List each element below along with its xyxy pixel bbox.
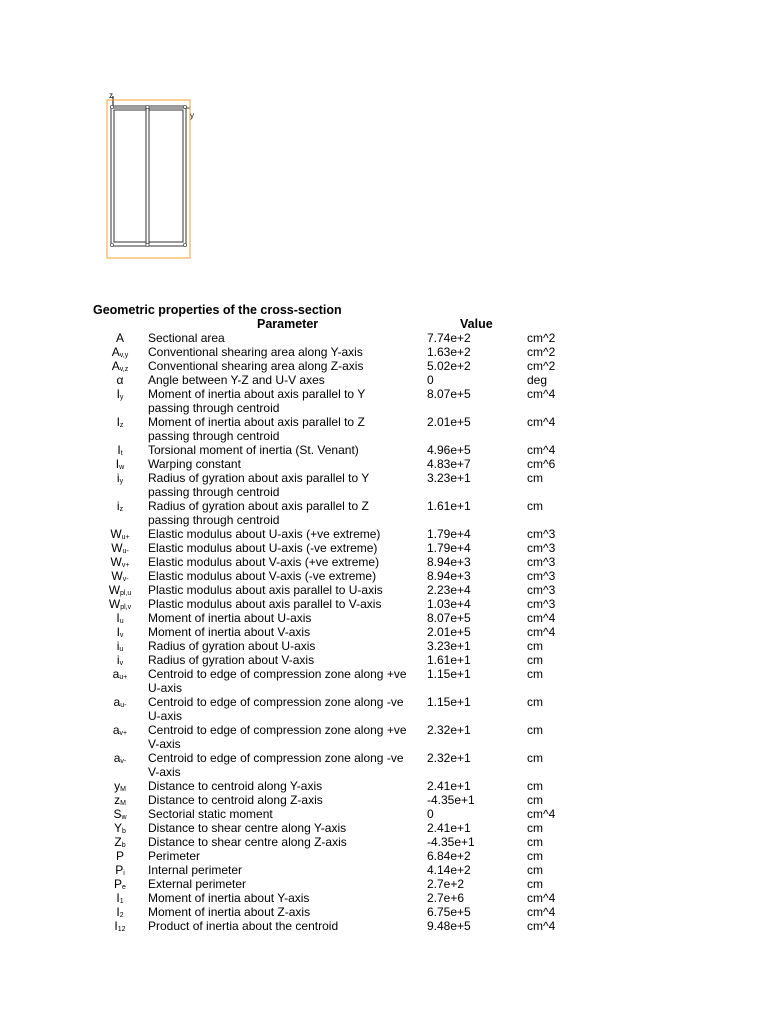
parameter-value: 2.32e+1	[427, 723, 471, 737]
parameter-symbol: $i_y$	[116, 471, 124, 485]
table-row	[0, 849, 768, 863]
parameter-description: Radius of gyration about axis parallel to Z passing through centroid	[148, 499, 369, 527]
table-row	[0, 639, 768, 653]
parameter-value: 4.83e+7	[427, 457, 471, 471]
parameter-unit: cm	[527, 695, 543, 709]
parameter-description: Centroid to edge of compression zone along -ve U-axis	[148, 695, 404, 723]
parameter-unit: cm^4	[527, 807, 556, 821]
parameter-unit: cm^2	[527, 331, 556, 345]
parameter-value: 5.02e+2	[427, 359, 471, 373]
parameter-unit: deg	[527, 373, 548, 387]
table-row	[0, 471, 768, 499]
z-axis-label: z	[109, 91, 113, 100]
parameter-description: Perimeter	[148, 849, 201, 863]
table-row	[0, 499, 768, 527]
parameter-subscript: pl,u	[120, 590, 132, 597]
parameter-value: 4.14e+2	[427, 863, 471, 877]
parameter-subscript: v+	[119, 730, 128, 737]
parameter-symbol: $W_{v-}$	[111, 569, 129, 583]
parameter-value: 1.15e+1	[427, 667, 471, 681]
parameter-symbol: $S_w$	[113, 807, 127, 821]
parameter-description: Distance to shear centre along Y-axis	[148, 821, 347, 835]
parameter-value: -4.35e+1	[427, 835, 475, 849]
parameter-subscript: y	[119, 478, 124, 485]
parameter-symbol: $i_z$	[116, 499, 124, 513]
table-row	[0, 653, 768, 667]
parameter-value: 2.23e+4	[427, 583, 471, 597]
parameter-value: 4.96e+5	[427, 443, 471, 457]
parameter-subscript: u+	[121, 534, 130, 541]
table-row	[0, 863, 768, 877]
y-axis-label: y	[190, 111, 194, 120]
parameter-symbol: $y_M$	[114, 779, 126, 793]
parameter-description: Centroid to edge of compression zone along -ve V-axis	[148, 751, 404, 779]
parameter-description: Elastic modulus about V-axis (-ve extreme)	[148, 569, 377, 583]
parameter-symbol: $A_{v,z}$	[111, 359, 129, 373]
parameter-description: Elastic modulus about U-axis (+ve extreme)	[148, 527, 381, 541]
parameter-value: 2.41e+1	[427, 821, 471, 835]
parameter-unit: cm^4	[527, 625, 556, 639]
parameter-unit: cm^6	[527, 457, 556, 471]
table-row	[0, 359, 768, 373]
parameter-subscript: 1	[119, 898, 124, 905]
parameter-symbol: $I_y$	[116, 387, 124, 401]
table-row	[0, 905, 768, 919]
parameter-value: 1.79e+4	[427, 527, 471, 541]
parameter-symbol: $I_{12}$	[114, 919, 126, 933]
parameter-unit: cm^2	[527, 345, 556, 359]
parameter-description: Angle between Y-Z and U-V axes	[148, 373, 325, 387]
parameter-description: Moment of inertia about axis parallel to Y passing through centroid	[148, 387, 366, 415]
parameter-symbol: $Z_b$	[114, 835, 126, 849]
table-row	[0, 597, 768, 611]
parameter-symbol: $W_{u-}$	[111, 541, 129, 555]
parameter-value: 9.48e+5	[427, 919, 471, 933]
parameter-unit: cm^3	[527, 555, 556, 569]
parameter-subscript: u	[119, 618, 124, 625]
parameter-value: -4.35e+1	[427, 793, 475, 807]
parameter-description: Product of inertia about the centroid	[148, 919, 339, 933]
parameter-value: 1.61e+1	[427, 499, 471, 513]
parameter-value: 2.7e+2	[427, 877, 465, 891]
parameter-symbol: $A_{v,y}$	[111, 345, 129, 359]
parameter-symbol: $W_{v+}$	[110, 555, 130, 569]
parameter-unit: cm	[527, 877, 543, 891]
section-shape	[111, 106, 186, 246]
table-row	[0, 457, 768, 471]
table-row	[0, 527, 768, 541]
parameter-unit: cm	[527, 863, 543, 877]
parameter-unit: cm	[527, 499, 543, 513]
properties-table	[0, 331, 768, 933]
parameter-unit: cm	[527, 849, 543, 863]
cross-section-figure	[100, 88, 200, 263]
parameter-description: Conventional shearing area along Y-axis	[148, 345, 363, 359]
parameter-symbol: $P_e$	[114, 877, 126, 891]
parameter-symbol: $a_{v+}$	[112, 723, 128, 737]
parameter-value: 8.94e+3	[427, 569, 471, 583]
parameter-unit: cm	[527, 471, 543, 485]
table-row	[0, 751, 768, 779]
parameter-value: 2.32e+1	[427, 751, 471, 765]
parameter-value: 7.74e+2	[427, 331, 471, 345]
table-row	[0, 541, 768, 555]
parameter-value: 8.07e+5	[427, 387, 471, 401]
parameter-unit: cm^4	[527, 919, 556, 933]
parameter-subscript: z	[119, 506, 124, 513]
parameter-symbol: $I_z$	[116, 415, 124, 429]
table-row	[0, 835, 768, 849]
parameter-unit: cm	[527, 723, 543, 737]
parameter-subscript: u-	[122, 548, 129, 555]
parameter-subscript: v-	[122, 576, 129, 583]
table-row	[0, 625, 768, 639]
column-header-parameter: Parameter	[257, 317, 319, 331]
parameter-unit: cm^3	[527, 527, 556, 541]
parameter-symbol: $P_i$	[115, 863, 125, 877]
parameter-value: 6.84e+2	[427, 849, 471, 863]
parameter-unit: cm	[527, 779, 543, 793]
parameter-description: Plastic modulus about axis parallel to V-axis	[148, 597, 382, 611]
parameter-description: Distance to centroid along Y-axis	[148, 779, 323, 793]
parameter-unit: cm	[527, 639, 543, 653]
table-row	[0, 723, 768, 751]
parameter-symbol: $z_M$	[114, 793, 126, 807]
parameter-description: Moment of inertia about Y-axis	[148, 891, 310, 905]
parameter-value: 3.23e+1	[427, 639, 471, 653]
parameter-symbol: A	[115, 331, 124, 345]
parameter-description: Sectorial static moment	[148, 807, 273, 821]
parameter-unit: cm	[527, 751, 543, 765]
parameter-subscript: v	[119, 632, 124, 639]
parameter-subscript: w	[119, 464, 125, 471]
parameter-subscript: M	[120, 800, 126, 807]
parameter-subscript: M	[120, 786, 126, 793]
parameter-description: Radius of gyration about V-axis	[148, 653, 315, 667]
parameter-description: Elastic modulus about U-axis (-ve extreme)	[148, 541, 378, 555]
parameter-value: 8.07e+5	[427, 611, 471, 625]
parameter-subscript: v,y	[119, 352, 129, 359]
table-row	[0, 345, 768, 359]
parameter-subscript: 12	[117, 926, 126, 933]
parameter-subscript: v	[119, 660, 124, 667]
table-row	[0, 583, 768, 597]
parameter-description: Sectional area	[148, 331, 225, 345]
parameter-subscript: u+	[119, 674, 128, 681]
parameter-symbol: $W_{u+}$	[110, 527, 130, 541]
parameter-description: Distance to shear centre along Z-axis	[148, 835, 347, 849]
parameter-subscript: y	[119, 394, 124, 401]
parameter-value: 0	[427, 807, 434, 821]
table-row	[0, 331, 768, 345]
parameter-subscript: pl,v	[120, 604, 132, 611]
table-row	[0, 569, 768, 583]
parameter-value: 2.7e+6	[427, 891, 465, 905]
parameter-unit: cm	[527, 835, 543, 849]
parameter-symbol: P	[115, 849, 124, 863]
parameter-subscript: z	[119, 422, 124, 429]
parameter-description: Internal perimeter	[148, 863, 243, 877]
parameter-unit: cm	[527, 793, 543, 807]
parameter-subscript: t	[120, 450, 123, 457]
parameter-description: Moment of inertia about axis parallel to Z passing through centroid	[148, 415, 365, 443]
parameter-value: 1.61e+1	[427, 653, 471, 667]
parameter-value: 1.63e+2	[427, 345, 471, 359]
parameter-symbol: $a_{u+}$	[112, 667, 128, 681]
table-row	[0, 821, 768, 835]
parameter-subscript: 2	[119, 912, 124, 919]
parameter-symbol: $W_{pl,v}$	[108, 597, 132, 611]
parameter-description: Plastic modulus about axis parallel to U-axis	[148, 583, 383, 597]
column-header-value: Value	[460, 317, 493, 331]
parameter-value: 1.03e+4	[427, 597, 471, 611]
parameter-symbol: $a_{v-}$	[113, 751, 127, 765]
parameter-description: Torsional moment of inertia (St. Venant)	[148, 443, 359, 457]
parameter-unit: cm	[527, 821, 543, 835]
parameter-description: Moment of inertia about U-axis	[148, 611, 312, 625]
table-row	[0, 779, 768, 793]
parameter-subscript: v,z	[119, 366, 129, 373]
parameter-symbol: $I_u$	[116, 611, 124, 625]
table-row	[0, 415, 768, 443]
parameter-description: Distance to centroid along Z-axis	[148, 793, 323, 807]
parameter-subscript: b	[122, 828, 126, 835]
parameter-unit: cm	[527, 667, 543, 681]
parameter-unit: cm^4	[527, 443, 556, 457]
parameter-value: 6.75e+5	[427, 905, 471, 919]
parameter-description: Centroid to edge of compression zone along +ve V-axis	[148, 723, 407, 751]
table-row	[0, 611, 768, 625]
parameter-description: Centroid to edge of compression zone along +ve U-axis	[148, 667, 407, 695]
parameter-subscript: v+	[121, 562, 130, 569]
parameter-value: 0	[427, 373, 434, 387]
parameter-symbol: $I_1$	[116, 891, 124, 905]
table-row	[0, 373, 768, 387]
parameter-unit: cm^3	[527, 541, 556, 555]
parameter-symbol: $i_v$	[116, 653, 124, 667]
parameter-symbol: $i_u$	[116, 639, 124, 653]
parameter-description: Radius of gyration about axis parallel to Y passing through centroid	[148, 471, 370, 499]
parameter-symbol: $I_t$	[117, 443, 123, 457]
parameter-symbol: $W_{pl,u}$	[108, 583, 132, 597]
table-row	[0, 443, 768, 457]
parameter-subscript: b	[121, 842, 126, 849]
parameter-description: Conventional shearing area along Z-axis	[148, 359, 364, 373]
parameter-subscript: i	[123, 870, 125, 877]
parameter-subscript: w	[121, 814, 127, 821]
parameter-symbol: $Y_b$	[114, 821, 126, 835]
parameter-value: 8.94e+3	[427, 555, 471, 569]
parameter-subscript: u-	[120, 702, 127, 709]
parameter-symbol: $I_w$	[115, 457, 125, 471]
table-row	[0, 667, 768, 695]
parameter-subscript: v-	[120, 758, 127, 765]
table-row	[0, 919, 768, 933]
table-row	[0, 793, 768, 807]
table-row	[0, 807, 768, 821]
parameter-symbol: $I_v$	[116, 625, 124, 639]
parameter-unit: cm^3	[527, 583, 556, 597]
parameter-description: Elastic modulus about V-axis (+ve extreme)	[148, 555, 380, 569]
table-row	[0, 387, 768, 415]
parameter-description: Warping constant	[148, 457, 241, 471]
parameter-description: Moment of inertia about V-axis	[148, 625, 311, 639]
parameter-symbol: α	[116, 373, 124, 387]
parameter-description: External perimeter	[148, 877, 247, 891]
parameter-value: 1.79e+4	[427, 541, 471, 555]
parameter-unit: cm^4	[527, 387, 556, 401]
parameter-unit: cm^4	[527, 891, 556, 905]
parameter-value: 2.01e+5	[427, 625, 471, 639]
parameter-unit: cm^4	[527, 415, 556, 429]
parameter-unit: cm^2	[527, 359, 556, 373]
parameter-unit: cm^3	[527, 569, 556, 583]
parameter-symbol: $I_2$	[116, 905, 124, 919]
parameter-unit: cm^4	[527, 905, 556, 919]
parameter-unit: cm^4	[527, 611, 556, 625]
parameter-value: 3.23e+1	[427, 471, 471, 485]
parameter-unit: cm^3	[527, 597, 556, 611]
parameter-unit: cm	[527, 653, 543, 667]
parameter-value: 2.41e+1	[427, 779, 471, 793]
table-row	[0, 877, 768, 891]
parameter-subscript: e	[122, 884, 126, 891]
section-title: Geometric properties of the cross-section	[93, 303, 342, 317]
parameter-description: Radius of gyration about U-axis	[148, 639, 316, 653]
parameter-subscript: u	[119, 646, 124, 653]
parameter-value: 1.15e+1	[427, 695, 471, 709]
table-row	[0, 555, 768, 569]
table-row	[0, 695, 768, 723]
parameter-description: Moment of inertia about Z-axis	[148, 905, 311, 919]
parameter-symbol: $a_{u-}$	[113, 695, 127, 709]
table-row	[0, 891, 768, 905]
parameter-value: 2.01e+5	[427, 415, 471, 429]
